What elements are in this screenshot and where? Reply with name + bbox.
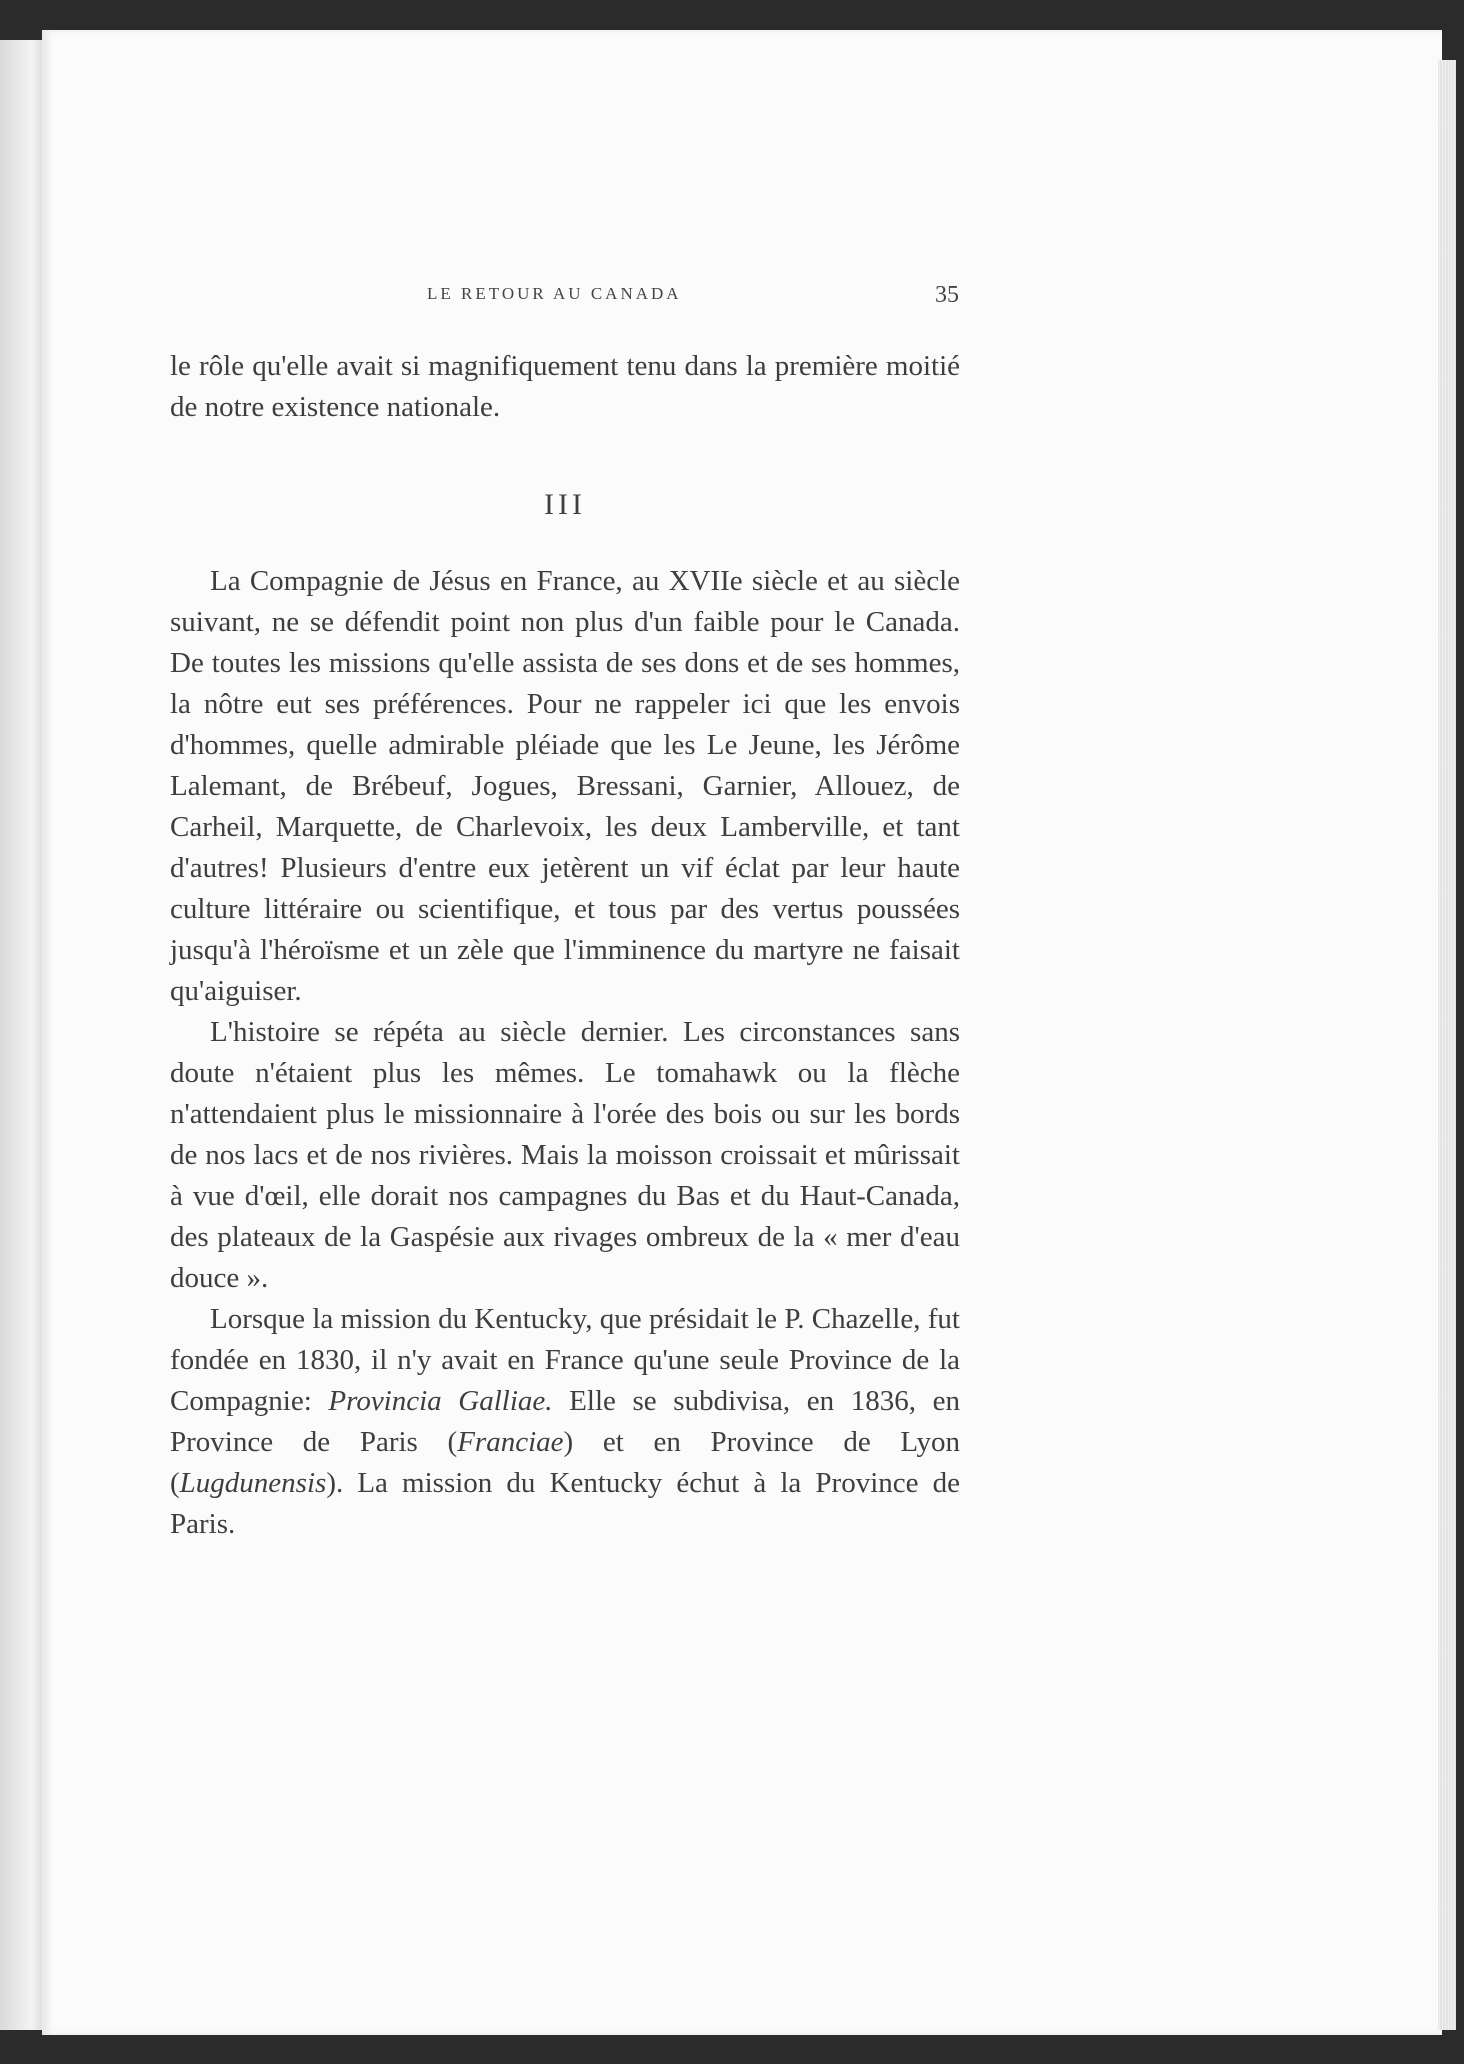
running-title: LE RETOUR AU CANADA <box>427 284 682 303</box>
paragraph-compagnie: La Compagnie de Jésus en France, au XVIIe siècle et au siècle suivant, ne se défendit point non plus d'un faible pour le Canada. De toutes les missions qu'elle assista de ses dons et de ses hommes, la nôtre eut ses préférences. Pour ne rappeler ici que les envois d'hommes, quelle admirable pléiade que les Le Jeune, les Jérôme Lalemant, de Brébeuf, Jogues, Bressani, Garnier, Allouez, de Carheil, Marquette, de Charlevoix, les deux Lamberville, et tant d'autres! Plusieurs d'entre eux jetèrent un vif éclat par leur haute culture littéraire ou scientifique, et tous par des vertus poussées jusqu'à l'héroïsme et un zèle que l'imminence du martyre ne faisait qu'aiguiser. <box>170 565 960 1007</box>
page-stack-edge <box>1438 60 1456 2030</box>
kentucky-italic-2: Franciae <box>457 1426 564 1458</box>
paragraph-histoire: L'histoire se répéta au siècle dernier. Les circonstances sans doute n'étaient plus les mêmes. Le tomahawk ou la flèche n'attendaient plus le missionnaire à l'orée des bois ou sur les bords de nos lacs et de nos rivières. Mais la moisson croissait et mûrissait à vue d'œil, elle dorait nos campagnes du Bas et du Haut-Canada, des plateaux de la Gaspésie aux rivages ombreux de la « mer d'eau douce ». <box>170 1016 960 1294</box>
kentucky-italic-3: Lugdunensis <box>179 1467 327 1499</box>
page-number: 35 <box>935 282 959 308</box>
kentucky-text-1: Lorsque la mission du Kentucky, que présidait le P. Chazelle, fut fondée en 1830, il n'y avait en France qu'une seule Province de la Compagnie: <box>170 1303 960 1417</box>
kentucky-text-2: Elle se subdivisa, en 1836, en Province de Paris ( <box>170 1385 960 1458</box>
section-number: III <box>544 488 586 521</box>
kentucky-text-4: ). La mission du Kentucky échut à la Province de Paris. <box>170 1467 960 1540</box>
page-body <box>170 346 960 1545</box>
paragraph-kentucky <box>170 1299 960 1545</box>
paragraph-continued: le rôle qu'elle avait si magnifiquement tenu dans la première moitié de notre existence nationale. <box>170 350 960 423</box>
kentucky-text-3: ) et en Province de Lyon ( <box>170 1426 961 1499</box>
kentucky-italic-1: Provincia Galliae. <box>328 1385 553 1417</box>
